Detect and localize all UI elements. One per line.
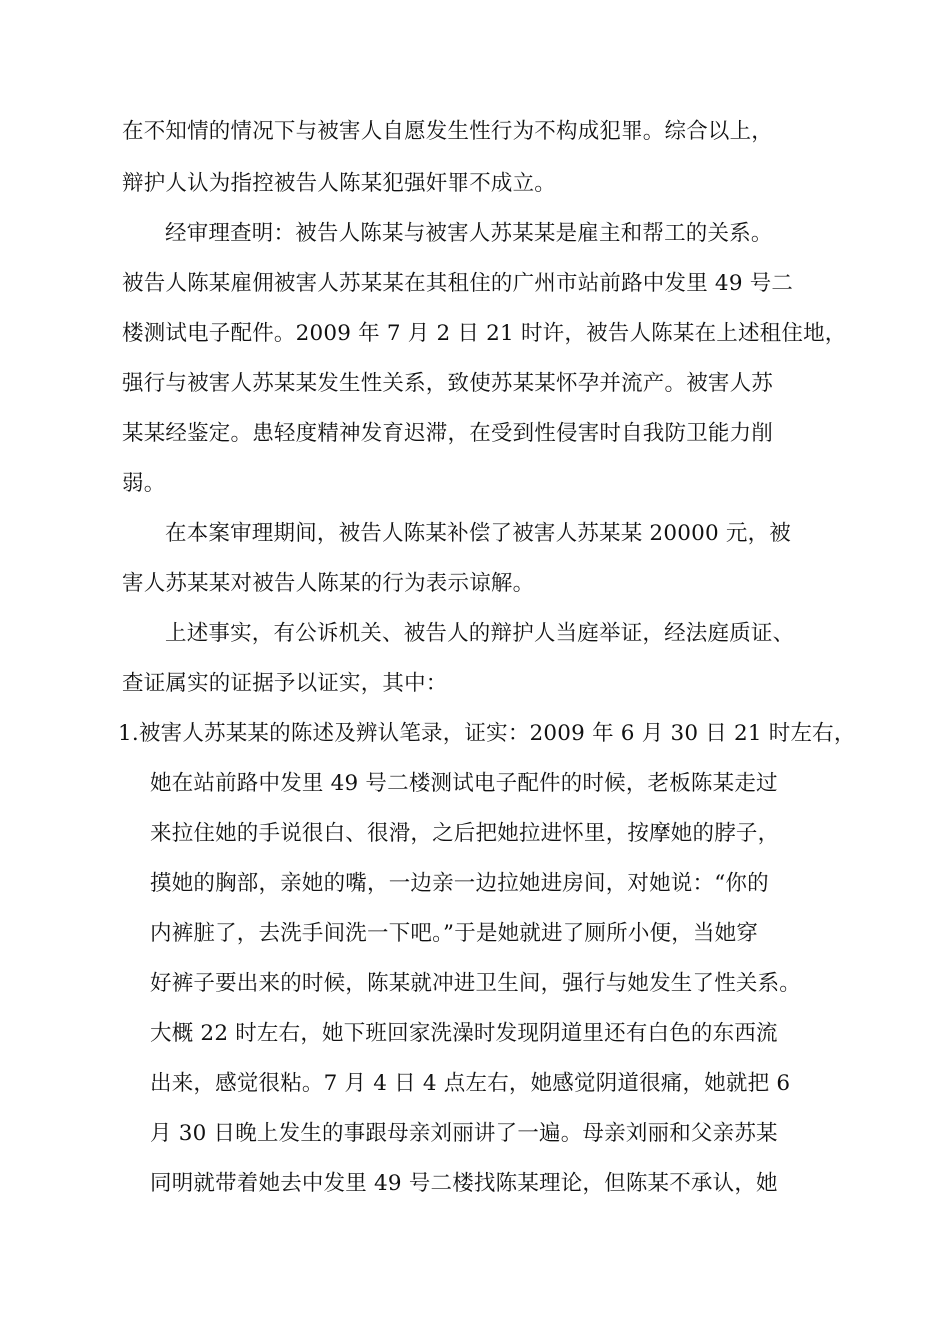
paragraph-start-line: 在本案审理期间，被告人陈某补偿了被害人苏某某 20000 元，被 — [165, 521, 791, 546]
paragraph-start-line: 经审理查明：被告人陈某与被害人苏某某是雇主和帮工的关系。 — [165, 221, 773, 246]
text-line: 在不知情的情况下与被害人自愿发生性行为不构成犯罪。综合以上， — [122, 119, 774, 144]
text-line: 楼测试电子配件。2009 年 7 月 2 日 21 时许，被告人陈某在上述租住地， — [122, 321, 847, 346]
text-line: 弱。 — [122, 471, 166, 496]
numbered-item-line: 1.被害人苏某某的陈述及辨认笔录，证实：2009 年 6 月 30 日 21 时左右， — [118, 721, 856, 746]
item-continuation-line: 好裤子要出来的时候，陈某就冲进卫生间，强行与她发生了性关系。 — [150, 971, 802, 996]
item-continuation-line: 大概 22 时左右，她下班回家洗澡时发现阴道里还有白色的东西流 — [150, 1021, 778, 1046]
text-line: 被告人陈某雇佣被害人苏某某在其租住的广州市站前路中发里 49 号二 — [122, 271, 794, 296]
text-line: 辩护人认为指控被告人陈某犯强奸罪不成立。 — [122, 171, 557, 196]
item-continuation-line: 月 30 日晚上发生的事跟母亲刘丽讲了一遍。母亲刘丽和父亲苏某 — [150, 1121, 778, 1146]
text-line: 某某经鉴定。患轻度精神发育迟滞，在受到性侵害时自我防卫能力削 — [122, 421, 774, 446]
item-continuation-line: 内裤脏了，去洗手间洗一下吧。”于是她就进了厕所小便，当她穿 — [150, 921, 759, 946]
item-continuation-line: 同明就带着她去中发里 49 号二楼找陈某理论，但陈某不承认，她 — [150, 1171, 778, 1196]
paragraph-start-line: 上述事实，有公诉机关、被告人的辩护人当庭举证，经法庭质证、 — [165, 621, 795, 646]
item-continuation-line: 摸她的胸部，亲她的嘴，一边亲一边拉她进房间，对她说：“你的 — [150, 871, 769, 896]
text-line: 查证属实的证据予以证实，其中： — [122, 671, 448, 696]
item-continuation-line: 出来，感觉很粘。7 月 4 日 4 点左右，她感觉阴道很痛，她就把 6 — [150, 1071, 791, 1096]
item-continuation-line: 来拉住她的手说很白、很滑，之后把她拉进怀里，按摩她的脖子， — [150, 821, 780, 846]
text-line: 害人苏某某对被告人陈某的行为表示谅解。 — [122, 571, 535, 596]
text-line: 强行与被害人苏某某发生性关系，致使苏某某怀孕并流产。被害人苏 — [122, 371, 774, 396]
item-continuation-line: 她在站前路中发里 49 号二楼测试电子配件的时候，老板陈某走过 — [150, 771, 778, 796]
